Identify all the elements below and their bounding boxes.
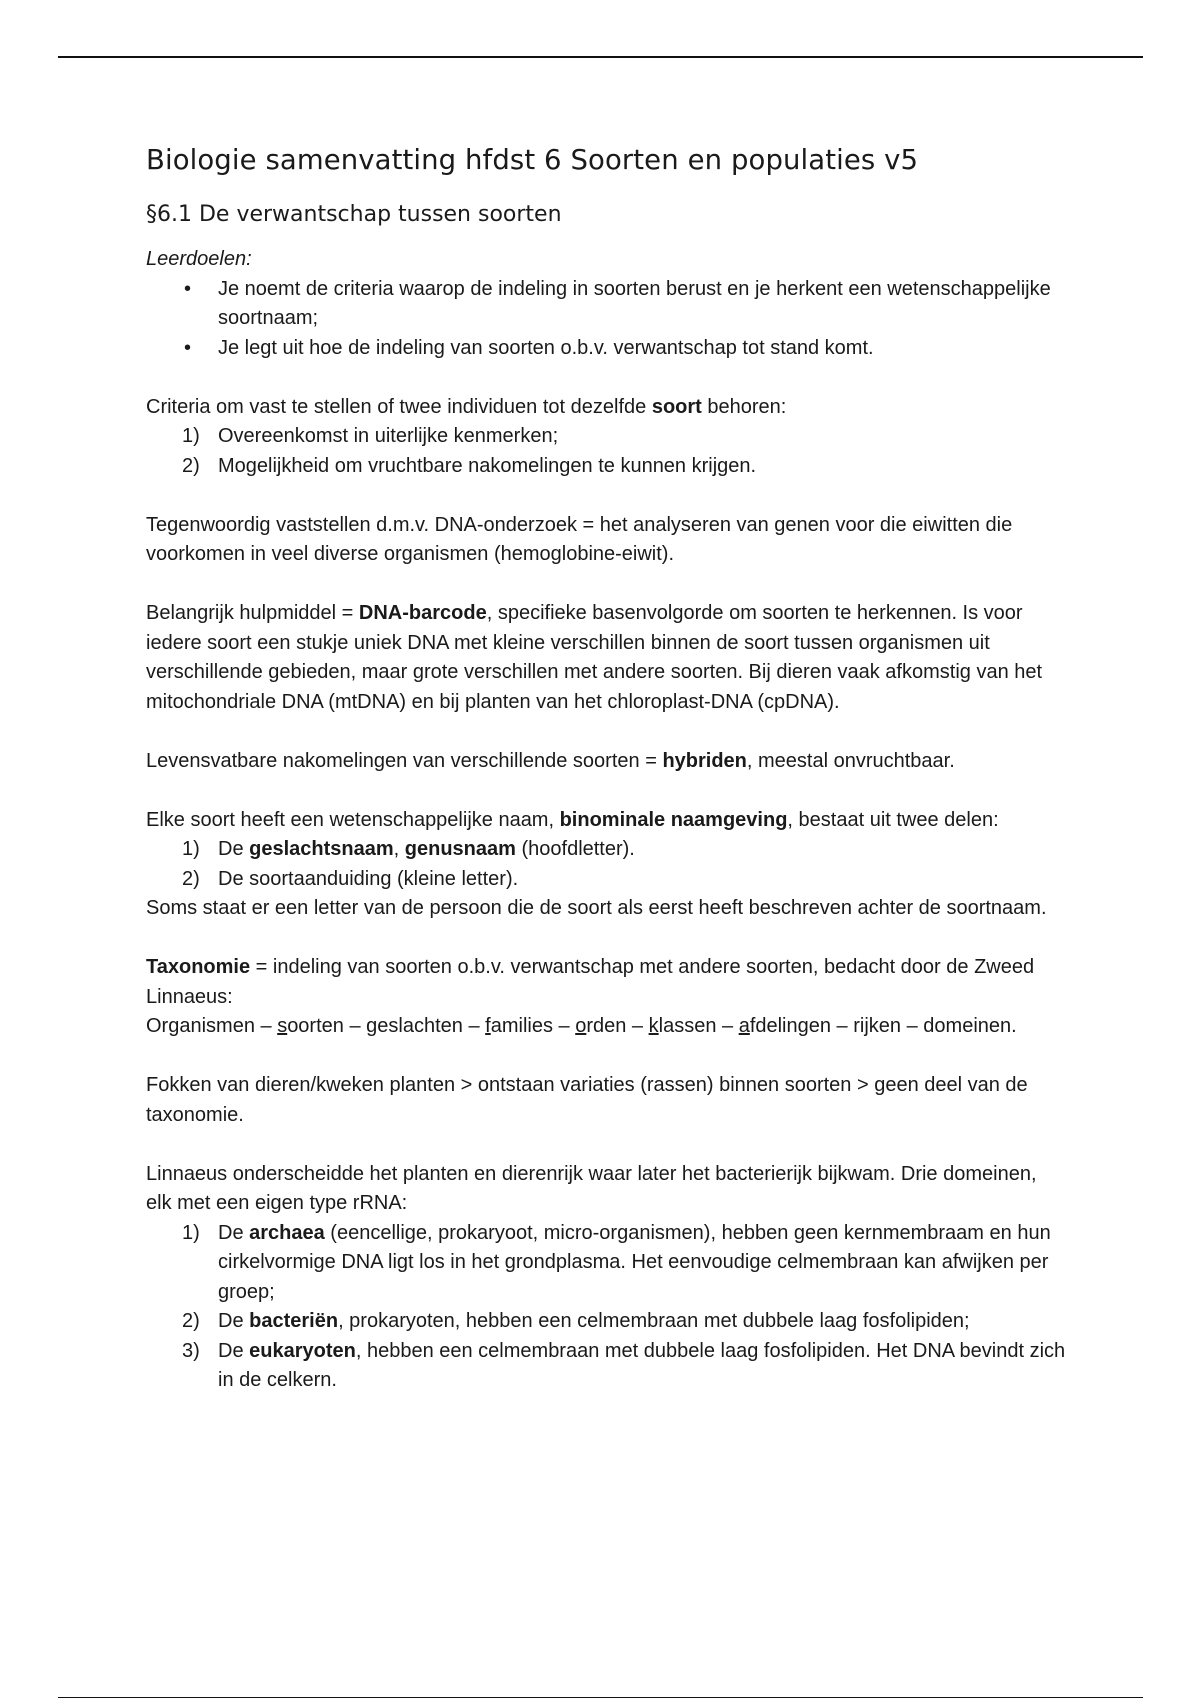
document-title: Biologie samenvatting hfdst 6 Soorten en populaties v5 [146,144,919,176]
barcode-paragraph: Belangrijk hulpmiddel = DNA-barcode, specifieke basenvolgorde om soorten te herkennen. Is voor iedere soort een stukje uniek DNA met kleine verschillen binnen de soort tussen organismen uit verschillende gebieden, maar grote verschillen met andere soorten. Bij dieren vaak afkomstig van het mitochondriale DNA (mtDNA) en bij planten van het chloroplast-DNA (cpDNA). [146,602,1043,713]
bullet-icon: • [184,277,192,300]
list-item: 2) De bacteriën, prokaryoten, hebben een celmembraan met dubbele laag fosfolipiden; [182,1310,970,1332]
section-heading: §6.1 De verwantschap tussen soorten [146,202,562,227]
bullet-icon: • [184,336,192,359]
list-item: 1) Overeenkomst in uiterlijke kenmerken; [182,425,559,447]
list-item: 3) De eukaryoten, hebben een celmembraan met dubbele laag fosfolipiden. Het DNA bevindt zich in de celkern. [182,1339,1066,1391]
document-page [146,144,1066,1396]
learning-goals-label: Leerdoelen: [146,248,252,270]
footer-rule [58,1697,1143,1698]
list-item: • Je legt uit hoe de indeling van soorten o.b.v. verwantschap tot stand komt. [146,334,1066,364]
list-item: 1) De archaea (eencellige, prokaryoot, micro-organismen), hebben geen kernmembraam en hun cirkelvormige DNA ligt los in het grondplasma. Het eenvoudige celmembraan kan afwijken per groep; [182,1221,1051,1303]
breeding-paragraph: Fokken van dieren/kweken planten > ontstaan variaties (rassen) binnen soorten > geen deel van de taxonomie. [146,1074,1028,1126]
list-item: 2) Mogelijkheid om vruchtbare nakomelingen te kunnen krijgen. [182,454,757,477]
dna-paragraph: Tegenwoordig vaststellen d.m.v. DNA-onderzoek = het analyseren van genen voor die eiwitten die voorkomen in veel diverse organismen (hemoglobine-eiwit). [146,513,1013,565]
header-rule [58,56,1143,58]
taxonomy-hierarchy: Organismen – soorten – geslachten – families – orden – klassen – afdelingen – rijken – domeinen. [146,1015,1017,1037]
document-body [146,245,1066,1396]
criteria-list [146,422,1066,481]
learning-goals-list [146,275,1066,364]
domains-intro: Linnaeus onderscheidde het planten en dierenrijk waar later het bacterierijk bijkwam. Drie domeinen, elk met een eigen type rRNA: [146,1162,1037,1214]
naming-paragraph: Elke soort heeft een wetenschappelijke naam, binominale naamgeving, bestaat uit twee delen: [146,808,999,831]
naming-note: Soms staat er een letter van de persoon die de soort als eerst heeft beschreven achter de soortnaam. [146,897,1047,919]
hybrids-paragraph: Levensvatbare nakomelingen van verschillende soorten = hybriden, meestal onvruchtbaar. [146,749,955,772]
list-item: • Je noemt de criteria waarop de indeling in soorten berust en je herkent een wetenschappelijke soortnaam; [146,275,1066,334]
criteria-intro: Criteria om vast te stellen of twee individuen tot dezelfde soort behoren: [146,395,787,418]
domains-list [146,1219,1066,1396]
taxonomy-paragraph: Taxonomie = indeling van soorten o.b.v. verwantschap met andere soorten, bedacht door de Zweed Linnaeus: [146,956,1035,1008]
naming-list [146,835,1066,894]
list-item: 2) De soortaanduiding (kleine letter). [182,867,519,890]
list-item: 1) De geslachtsnaam, genusnaam (hoofdletter). [182,838,635,860]
